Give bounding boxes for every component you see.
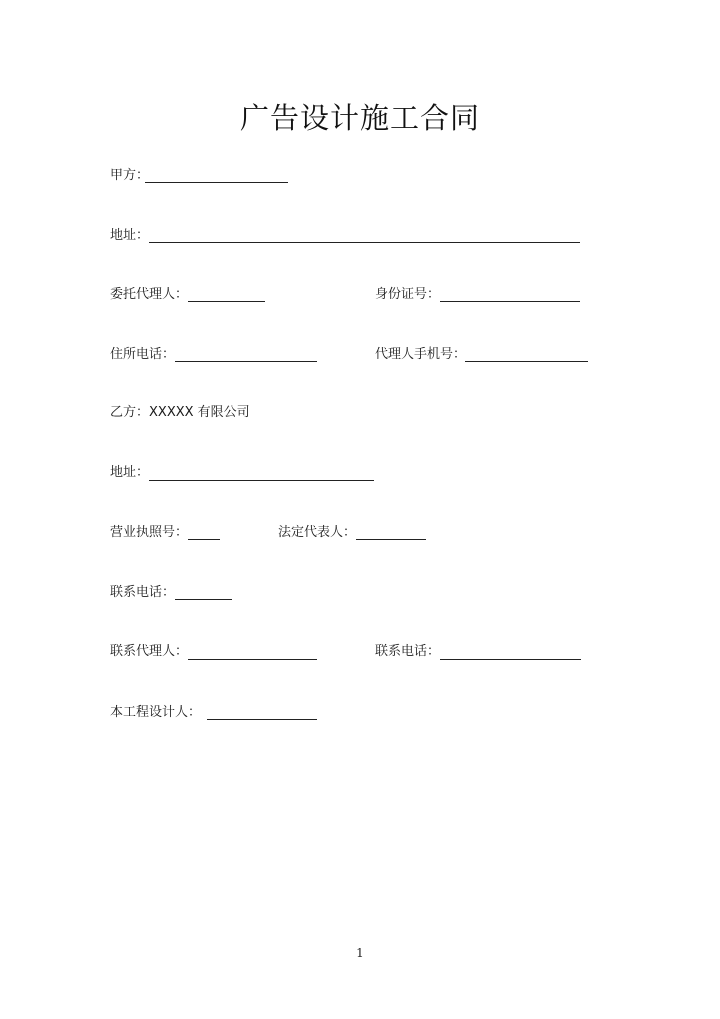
party-a-id-field[interactable] (440, 301, 580, 302)
party-a-name-field[interactable] (145, 182, 288, 183)
party-a-agent-label: 委托代理人： (110, 287, 189, 302)
party-a-address-field[interactable] (149, 242, 580, 243)
party-b-name-value: XXXXX 有限公司 (149, 405, 250, 420)
party-b-contact-agent-label: 联系代理人： (110, 644, 189, 659)
party-b-contact-phone-field[interactable] (440, 659, 581, 660)
party-b-legal-rep-field[interactable] (356, 539, 426, 540)
party-b-legal-rep-label: 法定代表人： (278, 525, 357, 540)
page-number: 1 (356, 946, 364, 960)
party-b-license-label: 营业执照号： (110, 525, 189, 540)
party-a-agent-field[interactable] (188, 301, 265, 302)
party-b-license-field[interactable] (188, 539, 220, 540)
document-title: 广告设计施工合同 (239, 101, 480, 135)
party-a-id-label: 身份证号： (375, 287, 441, 302)
party-a-phone-label: 住所电话： (110, 347, 176, 362)
party-a-agent-mobile-label: 代理人手机号： (375, 347, 467, 362)
party-a-phone-field[interactable] (175, 361, 317, 362)
party-a-agent-mobile-field[interactable] (465, 361, 588, 362)
party-a-address-label: 地址： (110, 228, 150, 243)
party-b-label (110, 405, 250, 421)
party-b-contact-agent-field[interactable] (188, 659, 317, 660)
party-b-name-label: 乙方： (110, 405, 150, 420)
party-b-address-field[interactable] (149, 480, 374, 481)
party-b-phone-field[interactable] (175, 599, 232, 600)
designer-label: 本工程设计人： (110, 705, 202, 720)
party-a-label: 甲方： (110, 168, 150, 183)
party-b-phone-label: 联系电话： (110, 585, 176, 600)
party-b-address-label: 地址： (110, 465, 150, 480)
designer-field[interactable] (207, 719, 317, 720)
party-b-contact-phone-label: 联系电话： (375, 644, 441, 659)
